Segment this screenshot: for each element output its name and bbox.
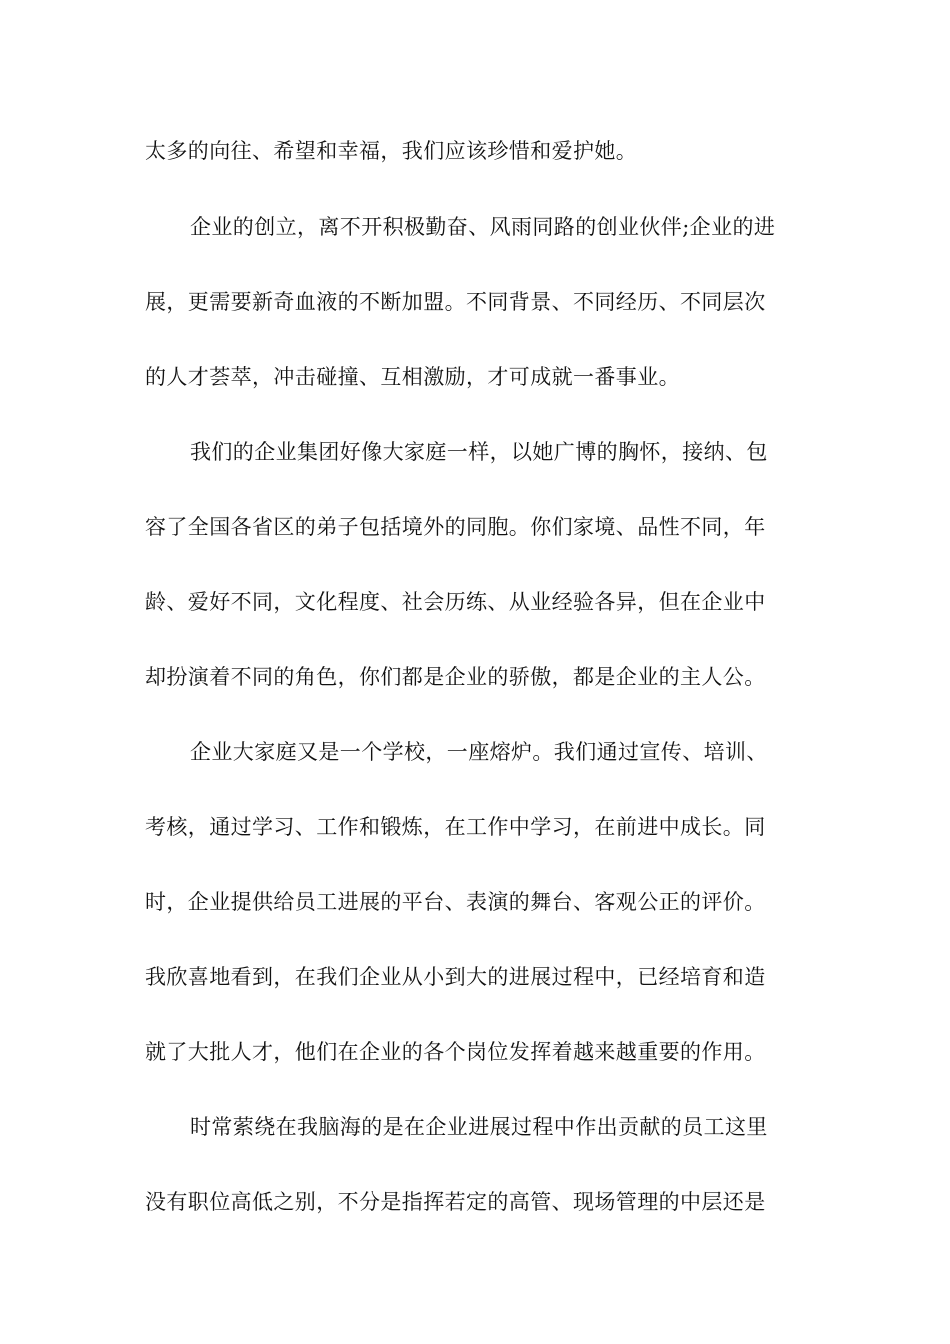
text-line: 容了全国各省区的弟子包括境外的同胞。你们家境、品性不同，年 [145,515,766,539]
text-line: 考核，通过学习、工作和锻炼，在工作中学习，在前进中成长。同 [145,815,766,839]
text-line: 的人才荟萃，冲击碰撞、互相激励，才可成就一番事业。 [145,365,680,389]
paragraph-first-line: 企业的创立，离不开积极勤奋、风雨同路的创业伙伴;企业的进 [190,215,776,239]
paragraph-first-line: 时常萦绕在我脑海的是在企业进展过程中作出贡献的员工这里 [190,1115,768,1139]
text-line: 太多的向往、希望和幸福，我们应该珍惜和爱护她。 [145,139,638,163]
text-line: 龄、爱好不同，文化程度、社会历练、从业经验各异，但在企业中 [145,590,766,614]
text-line: 时，企业提供给员工进展的平台、表演的舞台、客观公正的评价。 [145,890,766,914]
text-line: 没有职位高低之别，不分是指挥若定的高管、现场管理的中层还是 [145,1190,766,1214]
text-line: 却扮演着不同的角色，你们都是企业的骄傲，都是企业的主人公。 [145,665,766,689]
text-line: 展，更需要新奇血液的不断加盟。不同背景、不同经历、不同层次 [145,290,766,314]
paragraph-first-line: 企业大家庭又是一个学校，一座熔炉。我们通过宣传、培训、 [190,740,768,764]
text-line: 我欣喜地看到，在我们企业从小到大的进展过程中，已经培育和造 [145,965,766,989]
text-line: 就了大批人才，他们在企业的各个岗位发挥着越来越重要的作用。 [145,1040,766,1064]
paragraph-first-line: 我们的企业集团好像大家庭一样，以她广博的胸怀，接纳、包 [190,440,768,464]
